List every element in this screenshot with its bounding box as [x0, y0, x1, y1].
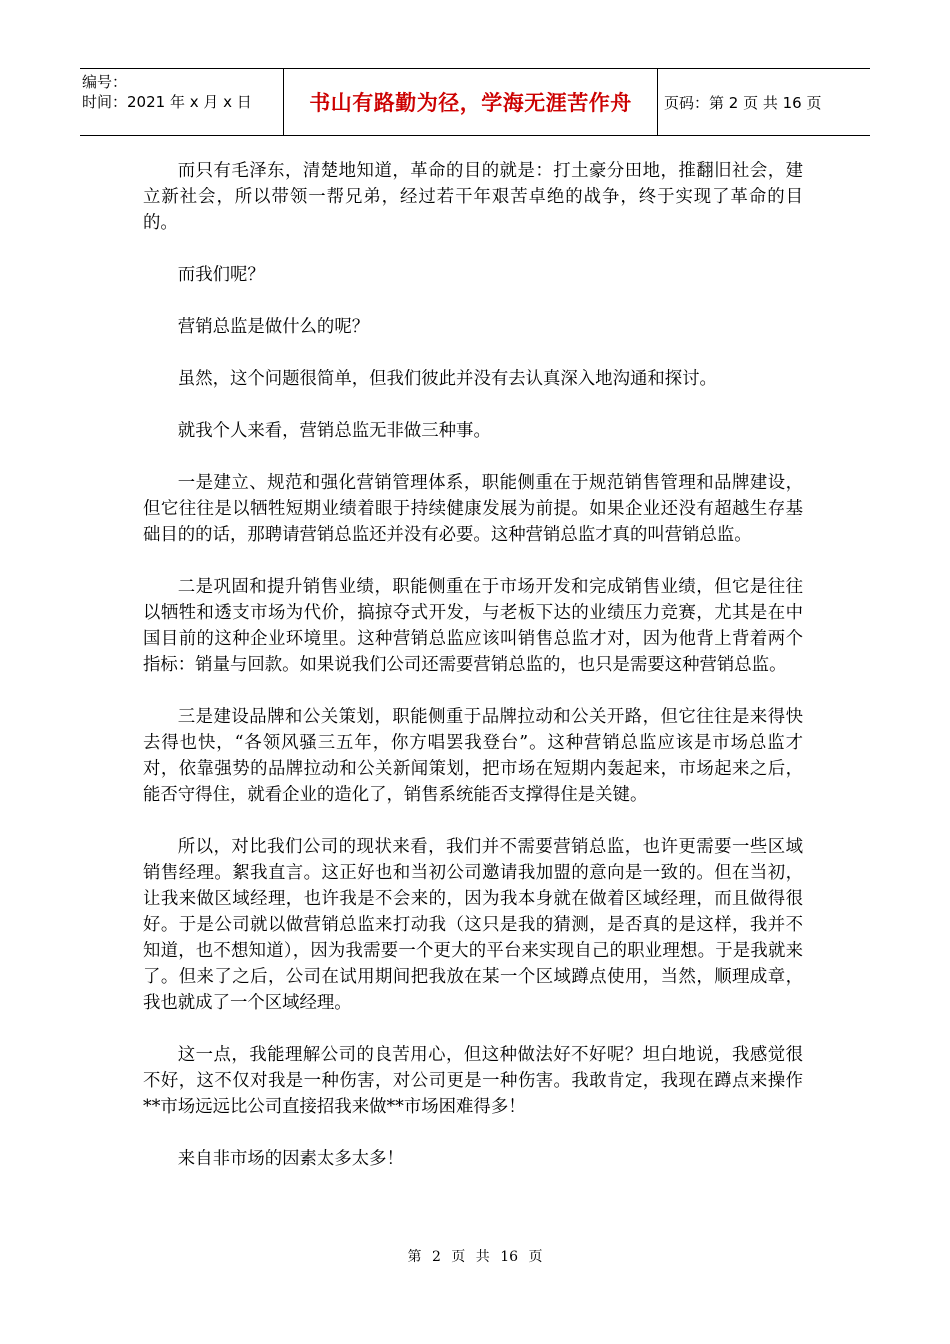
body-paragraph: 三是建设品牌和公关策划，职能侧重于品牌拉动和公关开路，但它往往是来得快去得也快，“各领风骚三五年，你方唱罢我登台”。这种营销总监应该是市场总监才对，依靠强势的品牌拉动和公关新闻策划，把市场在短期内轰起来，市场起来之后，能否守得住，就看企业的造化了，销售系统能否支撑得住是关键。	[143, 707, 803, 805]
document-body	[143, 158, 803, 1198]
body-paragraph: 虽然，这个问题很简单，但我们彼此并没有去认真深入地沟通和探讨。	[177, 369, 717, 389]
header-page-indicator: 页码：第 2 页 共 16 页	[664, 93, 822, 112]
body-paragraph: 就我个人来看，营销总监无非做三种事。	[177, 421, 491, 441]
header-motto: 书山有路勤为径，学海无涯苦作舟	[283, 69, 658, 135]
page-header	[80, 68, 870, 136]
body-paragraph: 二是巩固和提升销售业绩，职能侧重在于市场开发和完成销售业绩，但它是往往以牺牲和透支市场为代价，搞掠夺式开发，与老板下达的业绩压力竞赛，尤其是在中国目前的这种企业环境里。这种营销总监应该叫销售总监才对，因为他背上背着两个指标：销量与回款。如果说我们公司还需要营销总监的，也只是需要这种营销总监。	[143, 577, 803, 675]
body-paragraph: 而我们呢？	[177, 265, 265, 285]
page-footer: 第 2 页 共 16 页	[407, 1249, 543, 1265]
body-paragraph: 一是建立、规范和强化营销管理体系，职能侧重在于规范销售管理和品牌建设，但它往往是以牺牲短期业绩着眼于持续健康发展为前提。如果企业还没有超越生存基础目的的话，那聘请营销总监还并没有必要。这种营销总监才真的叫营销总监。	[143, 473, 803, 545]
body-paragraph: 这一点，我能理解公司的良苦用心，但这种做法好不好呢？坦白地说，我感觉很不好，这不仅对我是一种伤害，对公司更是一种伤害。我敢肯定，我现在蹲点来操作**市场远远比公司直接招我来做**市场困难得多！	[143, 1045, 803, 1117]
document-number-label: 编号：	[82, 73, 128, 91]
header-meta	[80, 69, 283, 135]
body-paragraph: 所以，对比我们公司的现状来看，我们并不需要营销总监，也许更需要一些区域销售经理。絮我直言。这正好也和当初公司邀请我加盟的意向是一致的。但在当初，让我来做区域经理，也许我是不会来的，因为我本身就在做着区域经理，而且做得很好。于是公司就以做营销总监来打动我（这只是我的猜测，是否真的是这样，我并不知道，也不想知道），因为我需要一个更大的平台来实现自己的职业理想。于是我就来了。但来了之后，公司在试用期间把我放在某一个区域蹲点使用，当然，顺理成章，我也就成了一个区域经理。	[143, 837, 803, 1013]
body-paragraph: 而只有毛泽东，清楚地知道，革命的目的就是：打土豪分田地，推翻旧社会，建立新社会，所以带领一帮兄弟，经过若干年艰苦卓绝的战争，终于实现了革命的目的。	[143, 161, 803, 233]
document-date-label: 时间：2021 年 x 月 x 日	[82, 93, 252, 111]
body-paragraph: 营销总监是做什么的呢？	[177, 317, 370, 337]
body-paragraph: 来自非市场的因素太多太多！	[177, 1149, 404, 1169]
